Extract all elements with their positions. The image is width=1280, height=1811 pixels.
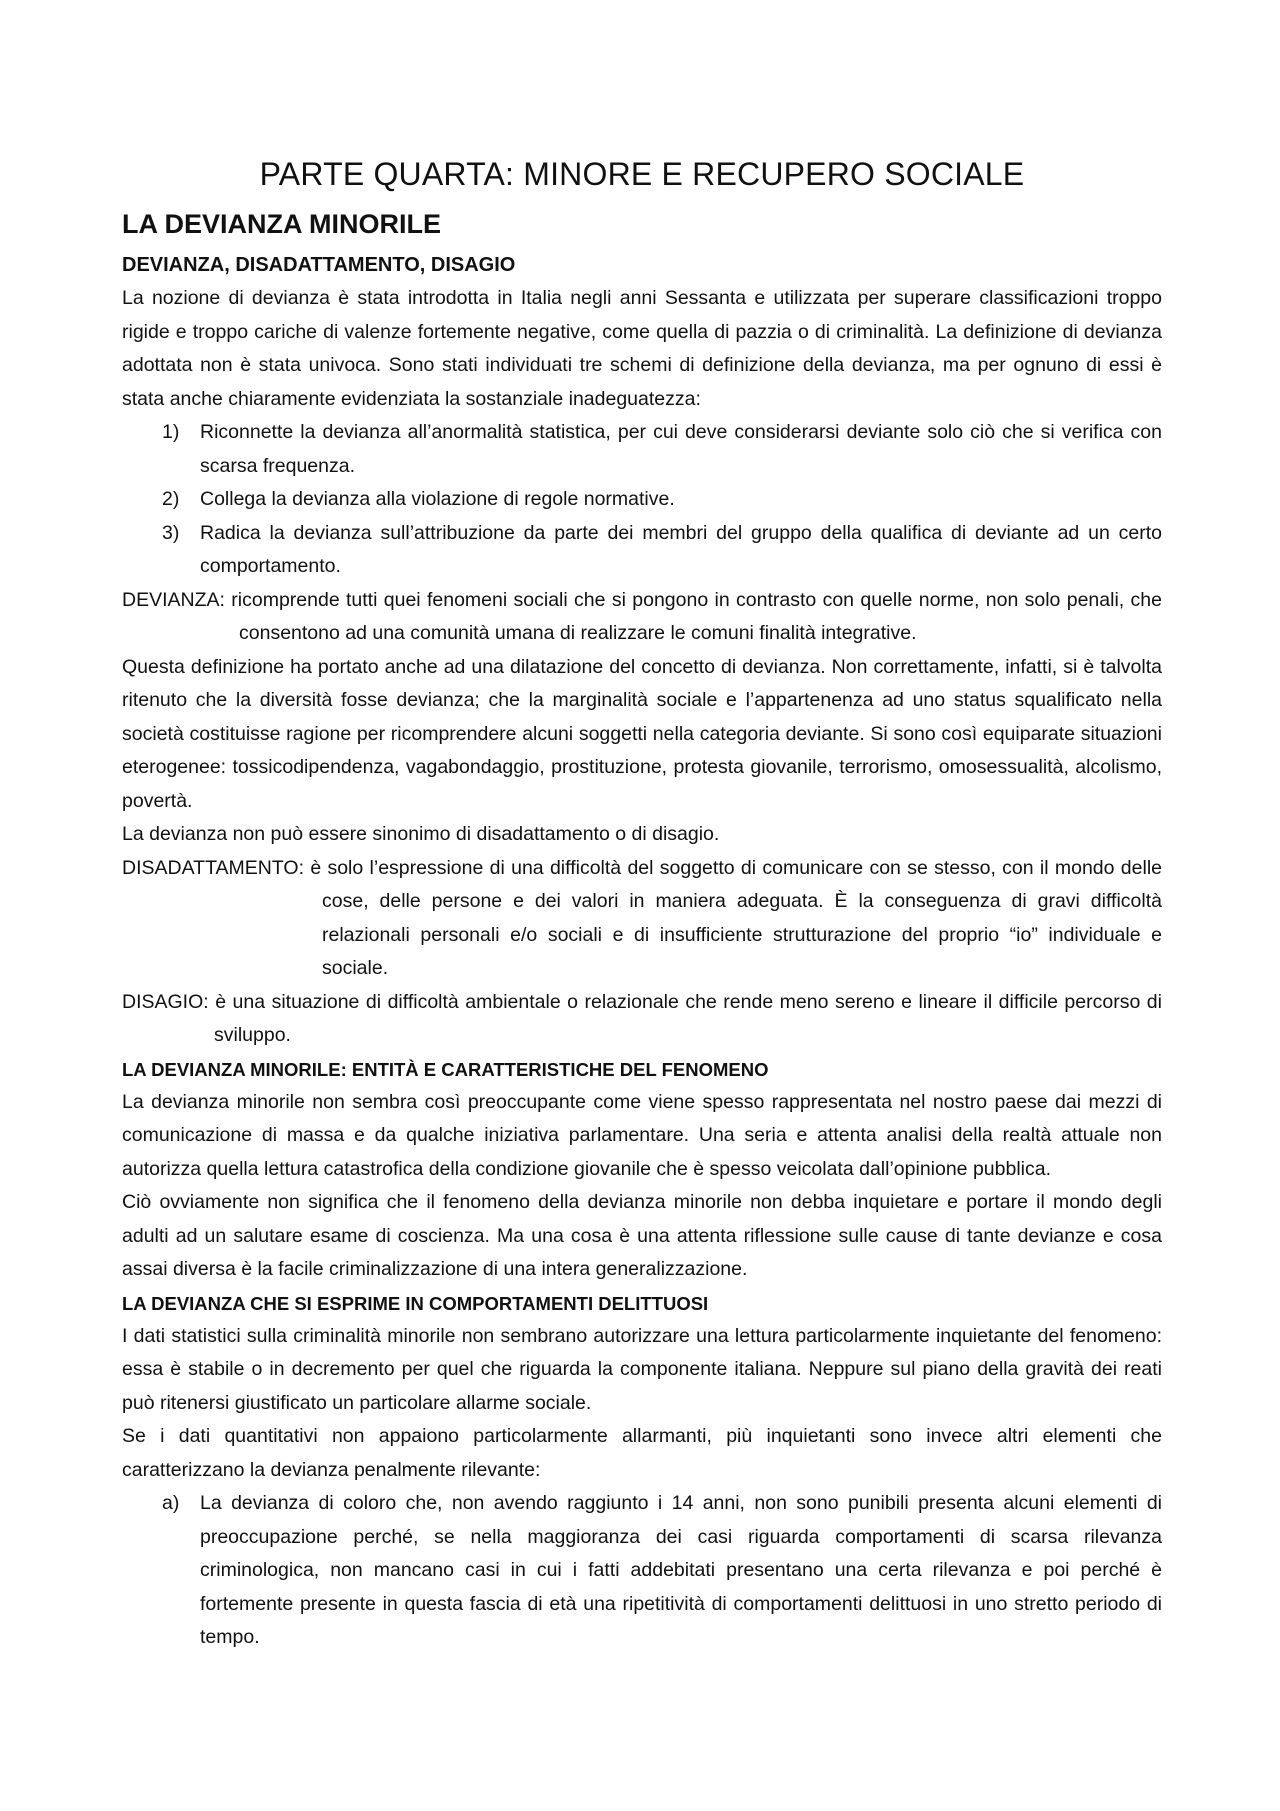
page-title: PARTE QUARTA: MINORE E RECUPERO SOCIALE xyxy=(259,156,1025,192)
list-item xyxy=(122,483,1162,517)
paragraph-dati-statistici: I dati statistici sulla criminalità minorile non sembrano autorizzare una lettura particolarmente inquietante del fenomeno: essa è stabile o in decremento per quel che riguarda la componente italiana. Neppure sul piano della gravità dei reati può ritenersi giustificato un particolare allarme sociale. xyxy=(122,1324,1162,1414)
list-item xyxy=(122,517,1162,584)
list-item-text: Radica la devianza sull’attribuzione da parte dei membri del gruppo della qualifica di deviante ad un certo comportamento. xyxy=(200,521,1162,577)
list-marker: 1) xyxy=(162,421,180,443)
definition-disagio: DISAGIO: è una situazione di difficoltà ambientale o relazionale che rende meno sereno e lineare il difficile percorso di sviluppo. xyxy=(122,990,1162,1046)
chapter-heading: LA DEVIANZA MINORILE xyxy=(122,209,441,239)
definition-schemes-list xyxy=(122,416,1162,584)
list-marker: 3) xyxy=(162,521,180,544)
list-item-text: La devianza di coloro che, non avendo raggiunto i 14 anni, non sono punibili presenta alcuni elementi di preoccupazione perché, se nella maggioranza dei casi riguarda comportamenti di scarsa rilevanza criminologica, non mancano casi in cui i fatti addebitati presentano una certa rilevanza e poi perché è fortemente presente in questa fascia di età una ripetitività di comportamenti delittuosi in uno stretto periodo di tempo. xyxy=(200,1492,1162,1648)
definition-disadattamento: DISADATTAMENTO: è solo l’espressione di una difficoltà del soggetto di comunicare con se stesso, con il mondo delle cose, delle persone e dei valori in maniera adeguata. È la conseguenza di gravi difficoltà relazionali personali e/o sociali e di insufficiente strutturazione del proprio “io” individuale e sociale. xyxy=(122,856,1162,979)
section-heading-devianza: DEVIANZA, DISADATTAMENTO, DISAGIO xyxy=(122,254,516,276)
section-heading-entita: LA DEVIANZA MINORILE: ENTITÀ E CARATTERISTICHE DEL FENOMENO xyxy=(122,1058,769,1080)
list-item-text: Riconnette la devianza all’anormalità statistica, per cui deve considerarsi deviante solo ciò che si verifica con scarsa frequenza. xyxy=(200,421,1162,477)
paragraph-sinonimo: La devianza non può essere sinonimo di disadattamento o di disagio. xyxy=(122,823,720,845)
list-item xyxy=(122,416,1162,483)
paragraph-preoccupante: La devianza minorile non sembra così preoccupante come viene spesso rappresentata nel nostro paese dai mezzi di comunicazione di massa e da qualche iniziativa parlamentare. Una seria e attenta analisi della realtà attuale non autorizza quella lettura catastrofica della condizione giovanile che è spesso veicolata dall’opinione pubblica. xyxy=(122,1090,1162,1180)
paragraph-dati-quantitativi: Se i dati quantitativi non appaiono particolarmente allarmanti, più inquietanti sono invece altri elementi che caratterizzano la devianza penalmente rilevante: xyxy=(122,1425,1162,1481)
list-marker: 2) xyxy=(162,488,180,510)
section-heading-comportamenti: LA DEVIANZA CHE SI ESPRIME IN COMPORTAMENTI DELITTUOSI xyxy=(122,1292,709,1314)
list-item xyxy=(122,1487,1162,1655)
paragraph-dilatazione: Questa definizione ha portato anche ad una dilatazione del concetto di devianza. Non correttamente, infatti, si è talvolta ritenuto che la diversità fosse devianza; che la marginalità sociale e l’appartenenza ad uno status squalificato nella società costituisse ragione per ricomprendere alcuni soggetti nella categoria deviante. Si sono così equiparate situazioni eterogenee: tossicodipendenza, vagabondaggio, prostituzione, protesta giovanile, terrorismo, omosessualità, alcolismo, povertà. xyxy=(122,655,1162,812)
document-page xyxy=(122,150,1162,1655)
definition-devianza: DEVIANZA: ricomprende tutti quei fenomeni sociali che si pongono in contrasto con quelle norme, non solo penali, che consentono ad una comunità umana di realizzare le comuni finalità integrative. xyxy=(122,588,1162,644)
elements-list xyxy=(122,1487,1162,1655)
list-marker: a) xyxy=(162,1492,180,1514)
paragraph-esame-coscienza: Ciò ovviamente non significa che il fenomeno della devianza minorile non debba inquietare e portare il mondo degli adulti ad un salutare esame di coscienza. Ma una cosa è una attenta riflessione sulle cause di tante devianze e cosa assai diversa è la facile criminalizzazione di una intera generalizzazione. xyxy=(122,1191,1162,1280)
list-item-text: Collega la devianza alla violazione di regole normative. xyxy=(200,488,675,510)
paragraph-intro: La nozione di devianza è stata introdotta in Italia negli anni Sessanta e utilizzata per superare classificazioni troppo rigide e troppo cariche di valenze fortemente negative, come quella di pazzia o di criminalità. La definizione di devianza adottata non è stata univoca. Sono stati individuati tre schemi di definizione della devianza, ma per ognuno di essi è stata anche chiaramente evidenziata la sostanziale inadeguatezza: xyxy=(122,287,1162,410)
